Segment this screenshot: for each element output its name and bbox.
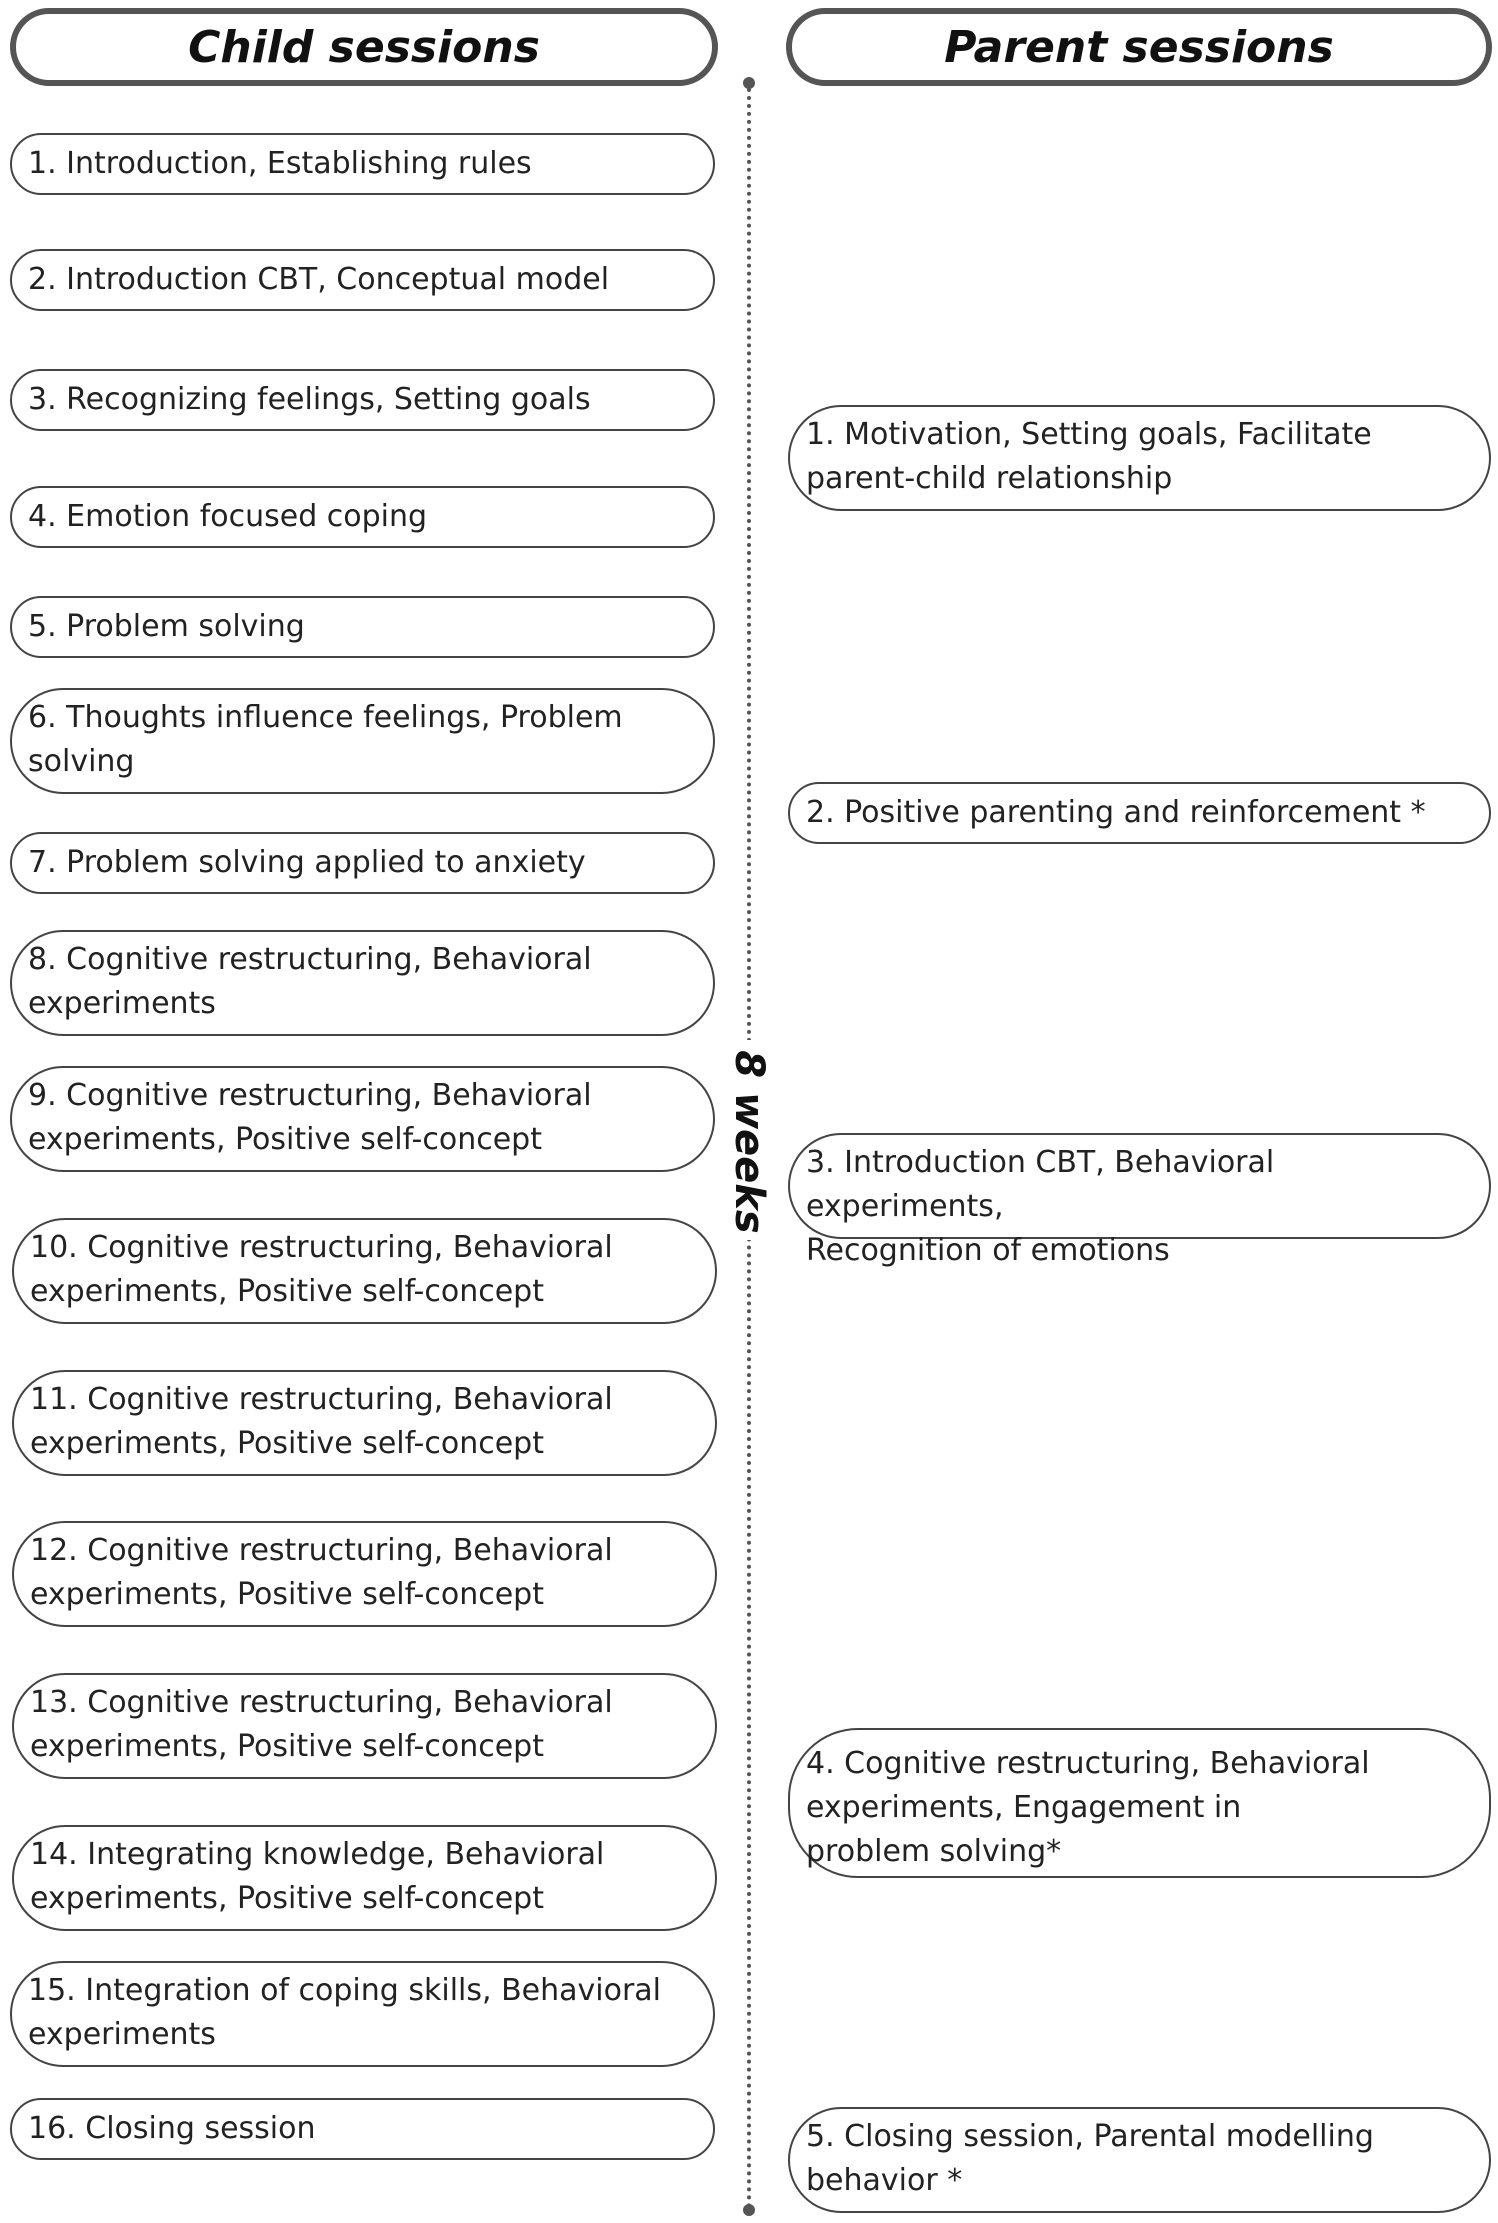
parent-session-3: 3. Introduction CBT, Behavioral experiments, Recognition of emotions xyxy=(788,1133,1491,1239)
child-session-16: 16. Closing session xyxy=(10,2098,715,2160)
child-session-10: 10. Cognitive restructuring, Behavioral experiments, Positive self-concept xyxy=(12,1218,717,1324)
child-session-5: 5. Problem solving xyxy=(10,596,715,658)
parent-session-4: 4. Cognitive restructuring, Behavioral experiments, Engagement in problem solving* xyxy=(788,1728,1491,1878)
child-session-15: 15. Integration of coping skills, Behavioral experiments xyxy=(10,1961,715,2067)
timeline-end-dot xyxy=(743,2204,755,2216)
child-session-1: 1. Introduction, Establishing rules xyxy=(10,133,715,195)
child-session-6: 6. Thoughts influence feelings, Problem solving xyxy=(10,688,715,794)
child-session-7: 7. Problem solving applied to anxiety xyxy=(10,832,715,894)
timeline-duration-label: 8 weeks xyxy=(726,1050,772,1234)
child-session-4: 4. Emotion focused coping xyxy=(10,486,715,548)
parent-sessions-header: Parent sessions xyxy=(786,8,1492,86)
child-session-2: 2. Introduction CBT, Conceptual model xyxy=(10,249,715,311)
child-session-11: 11. Cognitive restructuring, Behavioral experiments, Positive self-concept xyxy=(12,1370,717,1476)
child-session-12: 12. Cognitive restructuring, Behavioral experiments, Positive self-concept xyxy=(12,1521,717,1627)
child-sessions-header: Child sessions xyxy=(10,8,718,86)
child-session-9: 9. Cognitive restructuring, Behavioral experiments, Positive self-concept xyxy=(10,1066,715,1172)
parent-session-2: 2. Positive parenting and reinforcement * xyxy=(788,782,1491,844)
parent-session-1: 1. Motivation, Setting goals, Facilitate parent-child relationship xyxy=(788,405,1491,511)
child-session-14: 14. Integrating knowledge, Behavioral experiments, Positive self-concept xyxy=(12,1825,717,1931)
child-session-13: 13. Cognitive restructuring, Behavioral experiments, Positive self-concept xyxy=(12,1673,717,1779)
parent-session-5: 5. Closing session, Parental modelling behavior * xyxy=(788,2107,1491,2213)
child-session-3: 3. Recognizing feelings, Setting goals xyxy=(10,369,715,431)
child-session-8: 8. Cognitive restructuring, Behavioral experiments xyxy=(10,930,715,1036)
timeline-start-dot xyxy=(743,77,755,89)
